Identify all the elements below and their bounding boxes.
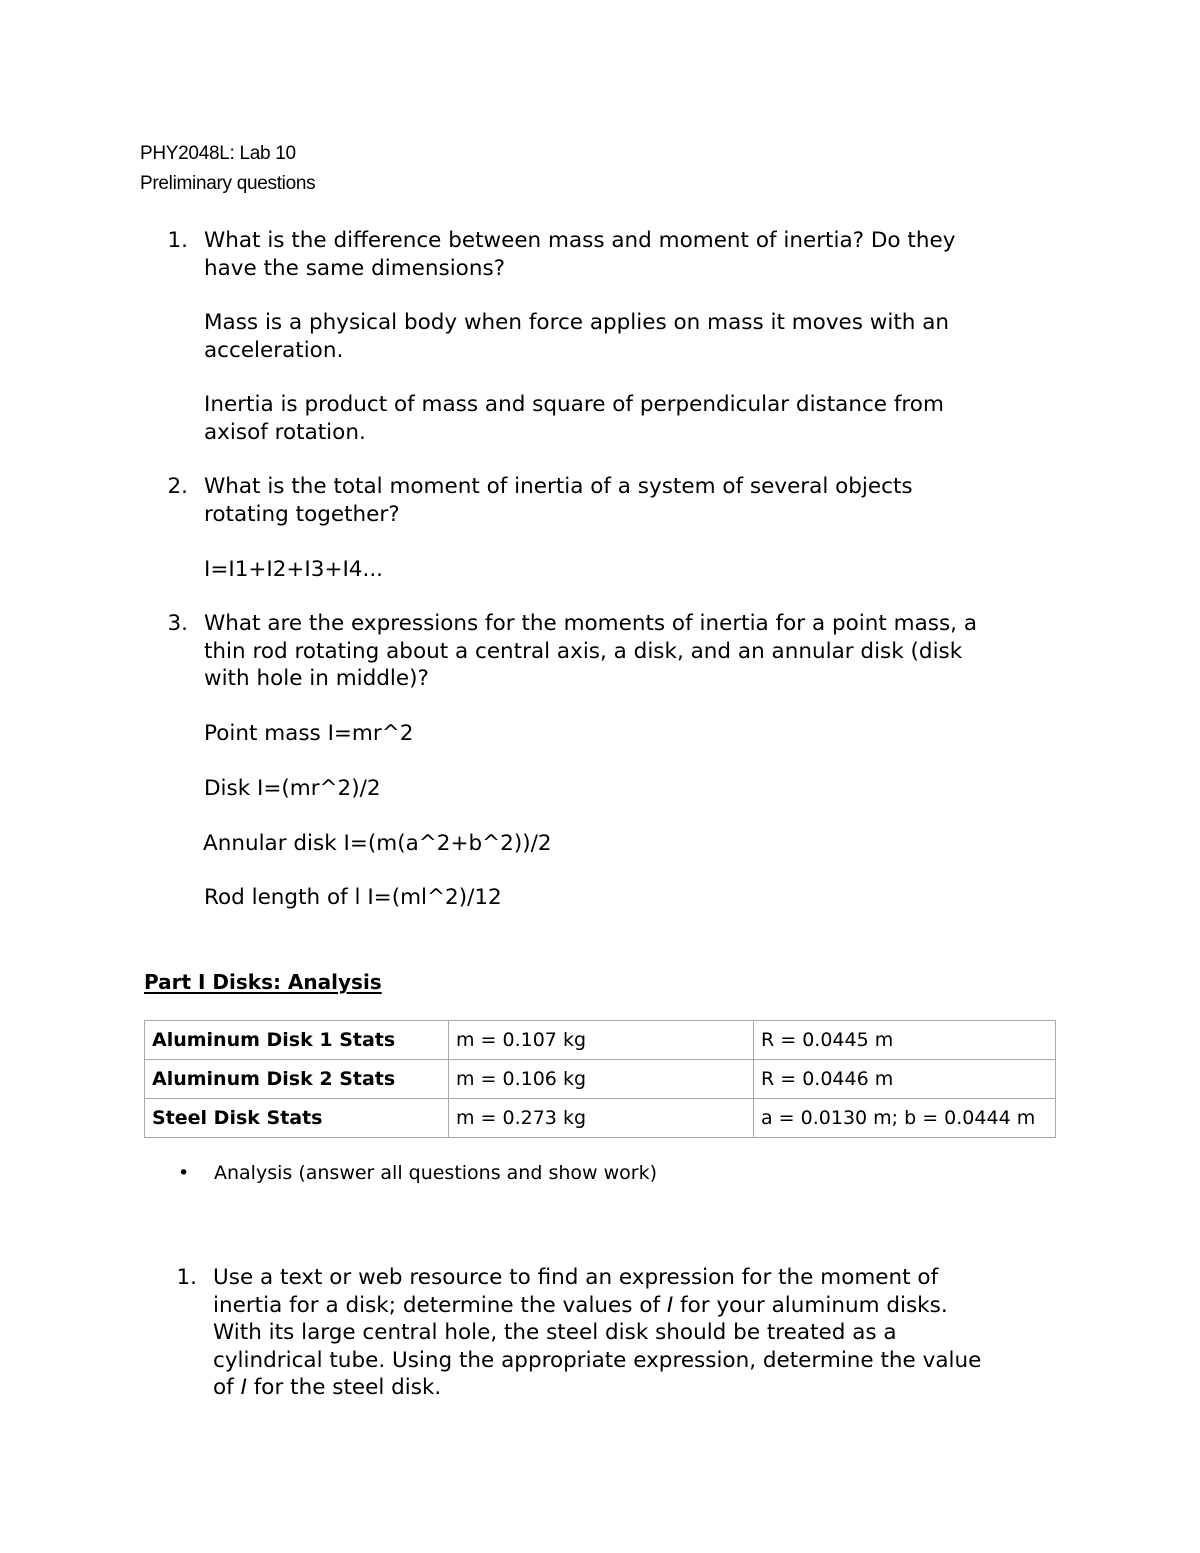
question-line: have the same dimensions? bbox=[204, 255, 506, 281]
table-cell: Aluminum Disk 1 Stats bbox=[145, 1021, 449, 1060]
table-row bbox=[145, 1021, 1056, 1060]
table-cell: Steel Disk Stats bbox=[145, 1099, 449, 1138]
question-line: cylindrical tube. Using the appropriate expression, determine the value bbox=[213, 1347, 982, 1373]
answer-line: I=I1+I2+I3+I4... bbox=[204, 557, 383, 582]
answer-paragraph bbox=[204, 884, 1064, 912]
table-cell: R = 0.0445 m bbox=[754, 1021, 1056, 1060]
question-line: Use a text or web resource to find an expression for the moment of bbox=[213, 1265, 939, 1290]
question-line bbox=[213, 1374, 1073, 1402]
italic-variable: I bbox=[240, 1375, 247, 1400]
question-line: What is the total moment of inertia of a system of several objects bbox=[204, 474, 913, 499]
table-cell: m = 0.106 kg bbox=[449, 1060, 754, 1099]
table-cell: Aluminum Disk 2 Stats bbox=[145, 1060, 449, 1099]
disk-stats-table bbox=[144, 1020, 1056, 1138]
answer-line: Inertia is product of mass and square of perpendicular distance from bbox=[204, 392, 944, 417]
answer-line: Point mass I=mr^2 bbox=[204, 721, 414, 746]
bullet-text: Analysis (answer all questions and show work) bbox=[214, 1162, 657, 1184]
answer-line: axisof rotation. bbox=[204, 419, 366, 445]
answer-paragraph bbox=[203, 830, 1063, 858]
answer-line: Mass is a physical body when force applies on mass it moves with an bbox=[204, 310, 950, 335]
table-cell: m = 0.273 kg bbox=[449, 1099, 754, 1138]
answer-line: acceleration. bbox=[204, 337, 344, 363]
question-line: thin rod rotating about a central axis, a disk, and an annular disk (disk bbox=[204, 638, 963, 664]
question-number: 1. bbox=[167, 228, 188, 253]
question-text bbox=[204, 227, 1064, 282]
italic-variable: I bbox=[666, 1292, 674, 1318]
text-span: of bbox=[213, 1375, 241, 1400]
table-row bbox=[145, 1099, 1056, 1138]
question-line: rotating together? bbox=[204, 501, 400, 527]
question-number: 2. bbox=[167, 474, 188, 499]
course-title: PHY2048L: Lab 10 bbox=[140, 143, 296, 164]
table-cell: R = 0.0446 m bbox=[754, 1060, 1056, 1099]
answer-line: Rod length of l I=(ml^2)/12 bbox=[204, 885, 502, 910]
answer-paragraph bbox=[204, 775, 1064, 803]
table-cell: m = 0.107 kg bbox=[449, 1021, 754, 1060]
question-number: 3. bbox=[167, 611, 188, 636]
table-row bbox=[145, 1060, 1056, 1099]
text-span: for your aluminum disks. bbox=[673, 1292, 948, 1318]
question-text bbox=[204, 610, 1064, 693]
section-subtitle: Preliminary questions bbox=[140, 173, 316, 194]
question-line: What are the expressions for the moments of inertia for a point mass, a bbox=[204, 611, 978, 636]
question-text bbox=[204, 473, 1064, 528]
answer-line: Annular disk I=(m(a^2+b^2))/2 bbox=[203, 831, 552, 856]
bullet-icon: • bbox=[178, 1162, 190, 1184]
answer-line: Disk I=(mr^2)/2 bbox=[204, 776, 381, 801]
answer-paragraph bbox=[204, 309, 1064, 364]
question-number: 1. bbox=[176, 1265, 197, 1290]
question-line: What is the difference between mass and moment of inertia? Do they bbox=[204, 228, 956, 253]
question-text bbox=[213, 1264, 1073, 1402]
question-line bbox=[213, 1292, 1073, 1320]
part-title: Part I Disks: Analysis bbox=[144, 970, 382, 994]
answer-paragraph bbox=[204, 556, 1064, 584]
answer-paragraph bbox=[204, 720, 1064, 748]
answer-paragraph bbox=[204, 391, 1064, 446]
question-line: With its large central hole, the steel disk should be treated as a bbox=[213, 1320, 897, 1345]
table-cell: a = 0.0130 m; b = 0.0444 m bbox=[754, 1099, 1056, 1138]
text-span: for the steel disk. bbox=[246, 1375, 442, 1400]
text-span: inertia for a disk; determine the values of bbox=[213, 1292, 667, 1318]
question-line: with hole in middle)? bbox=[204, 666, 429, 691]
